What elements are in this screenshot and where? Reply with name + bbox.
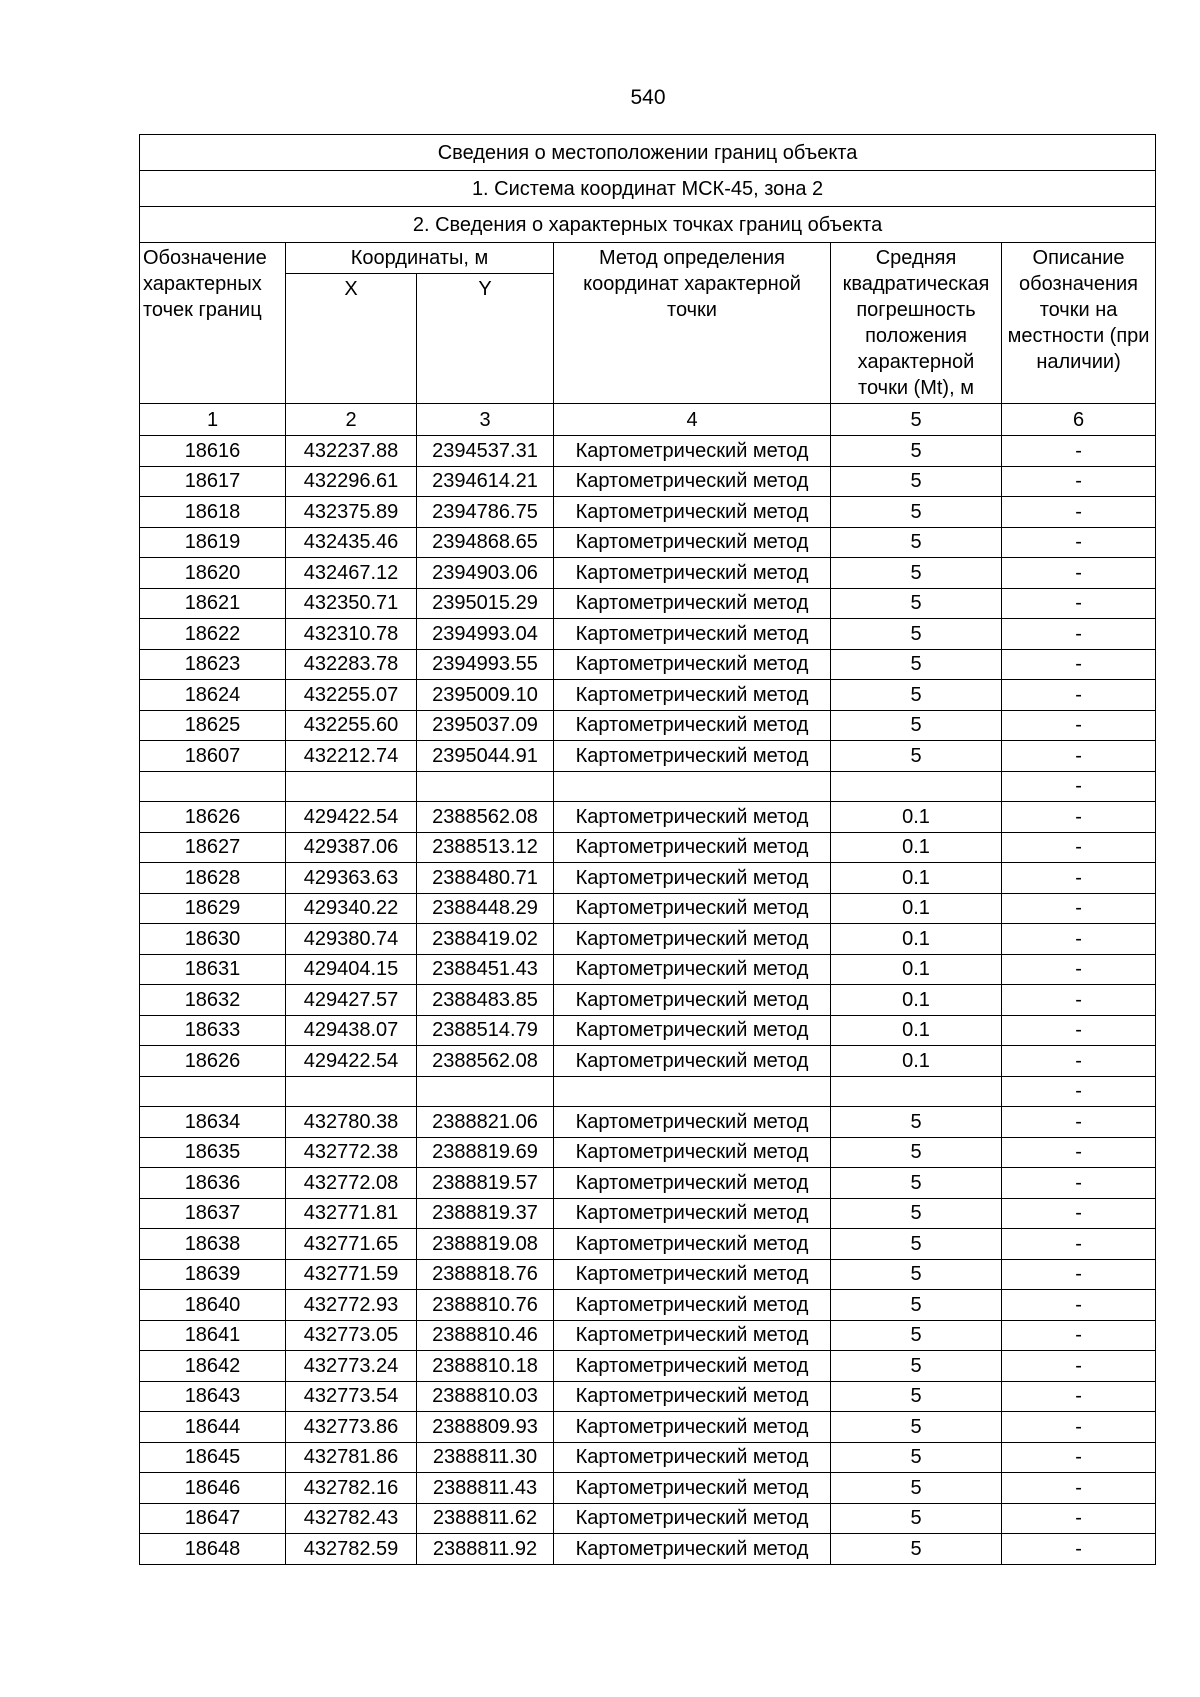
y-coordinate-cell [417, 771, 554, 802]
method-cell: Картометрический метод [554, 954, 831, 985]
point-id-cell: 18644 [140, 1412, 286, 1443]
y-coordinate-cell: 2395044.91 [417, 741, 554, 772]
table-row [140, 680, 1156, 711]
description-cell: - [1002, 1229, 1156, 1260]
section-heading: 2. Сведения о характерных точках границ объекта [140, 207, 1156, 243]
table-row [140, 1198, 1156, 1229]
method-cell: Картометрический метод [554, 1015, 831, 1046]
header-y: Y [417, 274, 554, 404]
y-coordinate-cell: 2388480.71 [417, 863, 554, 894]
table-row [140, 527, 1156, 558]
table-row [140, 1534, 1156, 1565]
coordinate-system: 1. Система координат МСК-45, зона 2 [140, 171, 1156, 207]
method-cell: Картометрический метод [554, 802, 831, 833]
description-cell: - [1002, 1412, 1156, 1443]
point-id-cell: 18638 [140, 1229, 286, 1260]
error-cell: 5 [831, 619, 1002, 650]
y-coordinate-cell [417, 1076, 554, 1107]
table-row [140, 924, 1156, 955]
error-cell: 5 [831, 1137, 1002, 1168]
table-row [140, 1473, 1156, 1504]
description-cell: - [1002, 1046, 1156, 1077]
error-cell: 5 [831, 1259, 1002, 1290]
point-id-cell: 18636 [140, 1168, 286, 1199]
description-cell: - [1002, 1381, 1156, 1412]
description-cell: - [1002, 985, 1156, 1016]
description-cell: - [1002, 680, 1156, 711]
error-cell: 5 [831, 1107, 1002, 1138]
method-cell: Картометрический метод [554, 436, 831, 467]
point-id-cell: 18624 [140, 680, 286, 711]
error-cell: 5 [831, 1290, 1002, 1321]
table-row [140, 1412, 1156, 1443]
table-row [140, 1259, 1156, 1290]
point-id-cell: 18607 [140, 741, 286, 772]
description-cell: - [1002, 924, 1156, 955]
x-coordinate-cell: 432255.60 [286, 710, 417, 741]
error-cell: 5 [831, 558, 1002, 589]
table-row [140, 1503, 1156, 1534]
table-row [140, 771, 1156, 802]
error-cell [831, 1076, 1002, 1107]
method-cell: Картометрический метод [554, 1290, 831, 1321]
error-cell: 5 [831, 436, 1002, 467]
description-cell: - [1002, 802, 1156, 833]
description-cell: - [1002, 1473, 1156, 1504]
x-coordinate-cell: 432782.59 [286, 1534, 417, 1565]
method-cell: Картометрический метод [554, 710, 831, 741]
x-coordinate-cell: 432782.16 [286, 1473, 417, 1504]
table-row [140, 1320, 1156, 1351]
y-coordinate-cell: 2388819.08 [417, 1229, 554, 1260]
method-cell [554, 771, 831, 802]
y-coordinate-cell: 2388810.46 [417, 1320, 554, 1351]
table-row [140, 649, 1156, 680]
method-cell: Картометрический метод [554, 619, 831, 650]
x-coordinate-cell: 429387.06 [286, 832, 417, 863]
point-id-cell: 18641 [140, 1320, 286, 1351]
x-coordinate-cell: 432771.81 [286, 1198, 417, 1229]
y-coordinate-cell: 2388811.62 [417, 1503, 554, 1534]
point-id-cell: 18619 [140, 527, 286, 558]
method-cell: Картометрический метод [554, 680, 831, 711]
table-row [140, 436, 1156, 467]
error-cell: 0.1 [831, 802, 1002, 833]
method-cell: Картометрический метод [554, 1473, 831, 1504]
y-coordinate-cell: 2394537.31 [417, 436, 554, 467]
table-row [140, 863, 1156, 894]
error-cell: 5 [831, 680, 1002, 711]
table-row [140, 985, 1156, 1016]
table-row [140, 1290, 1156, 1321]
table-row [140, 1107, 1156, 1138]
y-coordinate-cell: 2388819.57 [417, 1168, 554, 1199]
y-coordinate-cell: 2388811.92 [417, 1534, 554, 1565]
method-cell: Картометрический метод [554, 924, 831, 955]
error-cell: 0.1 [831, 985, 1002, 1016]
description-cell: - [1002, 436, 1156, 467]
header-coordinates: Координаты, м [286, 243, 554, 274]
x-coordinate-cell: 432283.78 [286, 649, 417, 680]
method-cell: Картометрический метод [554, 1503, 831, 1534]
y-coordinate-cell: 2388513.12 [417, 832, 554, 863]
x-coordinate-cell: 429438.07 [286, 1015, 417, 1046]
error-cell: 5 [831, 1534, 1002, 1565]
y-coordinate-cell: 2394993.55 [417, 649, 554, 680]
point-id-cell: 18630 [140, 924, 286, 955]
description-cell: - [1002, 1290, 1156, 1321]
method-cell: Картометрический метод [554, 893, 831, 924]
description-cell: - [1002, 1351, 1156, 1382]
x-coordinate-cell: 432780.38 [286, 1107, 417, 1138]
table-row [140, 497, 1156, 528]
boundary-points-table [139, 134, 1156, 1565]
method-cell: Картометрический метод [554, 832, 831, 863]
point-id-cell: 18626 [140, 802, 286, 833]
x-coordinate-cell: 432782.43 [286, 1503, 417, 1534]
x-coordinate-cell: 432773.54 [286, 1381, 417, 1412]
error-cell: 0.1 [831, 1015, 1002, 1046]
error-cell: 0.1 [831, 863, 1002, 894]
header-description: Описание обозначения точки на местности (при наличии) [1002, 243, 1156, 404]
error-cell: 5 [831, 1442, 1002, 1473]
table-row [140, 1015, 1156, 1046]
header-error: Средняя квадратическая погрешность положения характерной точки (Mt), м [831, 243, 1002, 404]
description-cell: - [1002, 1076, 1156, 1107]
table-row [140, 1168, 1156, 1199]
point-id-cell: 18616 [140, 436, 286, 467]
x-coordinate-cell: 432773.24 [286, 1351, 417, 1382]
x-coordinate-cell: 432212.74 [286, 741, 417, 772]
error-cell: 5 [831, 741, 1002, 772]
y-coordinate-cell: 2388810.03 [417, 1381, 554, 1412]
table-row [140, 588, 1156, 619]
y-coordinate-cell: 2388451.43 [417, 954, 554, 985]
table-row [140, 1381, 1156, 1412]
y-coordinate-cell: 2388562.08 [417, 1046, 554, 1077]
method-cell: Картометрический метод [554, 1168, 831, 1199]
method-cell: Картометрический метод [554, 1442, 831, 1473]
x-coordinate-cell: 429380.74 [286, 924, 417, 955]
point-id-cell: 18626 [140, 1046, 286, 1077]
method-cell [554, 1076, 831, 1107]
point-id-cell: 18623 [140, 649, 286, 680]
error-cell: 5 [831, 588, 1002, 619]
y-coordinate-cell: 2388811.43 [417, 1473, 554, 1504]
point-id-cell: 18634 [140, 1107, 286, 1138]
error-cell: 5 [831, 710, 1002, 741]
table-title: Сведения о местоположении границ объекта [140, 135, 1156, 171]
point-id-cell: 18631 [140, 954, 286, 985]
method-cell: Картометрический метод [554, 649, 831, 680]
y-coordinate-cell: 2395009.10 [417, 680, 554, 711]
y-coordinate-cell: 2388819.37 [417, 1198, 554, 1229]
column-number: 3 [417, 404, 554, 436]
description-cell: - [1002, 1168, 1156, 1199]
x-coordinate-cell: 429422.54 [286, 1046, 417, 1077]
header-method: Метод определения координат характерной точки [554, 243, 831, 404]
table-row [140, 1137, 1156, 1168]
table-row [140, 1351, 1156, 1382]
x-coordinate-cell: 432773.86 [286, 1412, 417, 1443]
description-cell: - [1002, 497, 1156, 528]
method-cell: Картометрический метод [554, 466, 831, 497]
point-id-cell: 18629 [140, 893, 286, 924]
table-row [140, 558, 1156, 589]
column-number: 1 [140, 404, 286, 436]
method-cell: Картометрический метод [554, 527, 831, 558]
x-coordinate-cell: 432771.65 [286, 1229, 417, 1260]
x-coordinate-cell: 432435.46 [286, 527, 417, 558]
point-id-cell: 18628 [140, 863, 286, 894]
method-cell: Картометрический метод [554, 1046, 831, 1077]
x-coordinate-cell: 429340.22 [286, 893, 417, 924]
y-coordinate-cell: 2394868.65 [417, 527, 554, 558]
method-cell: Картометрический метод [554, 588, 831, 619]
point-id-cell: 18632 [140, 985, 286, 1016]
error-cell [831, 771, 1002, 802]
point-id-cell: 18642 [140, 1351, 286, 1382]
error-cell: 0.1 [831, 832, 1002, 863]
x-coordinate-cell: 432772.08 [286, 1168, 417, 1199]
method-cell: Картометрический метод [554, 497, 831, 528]
error-cell: 5 [831, 1320, 1002, 1351]
method-cell: Картометрический метод [554, 741, 831, 772]
x-coordinate-cell: 432375.89 [286, 497, 417, 528]
point-id-cell: 18622 [140, 619, 286, 650]
table-row [140, 466, 1156, 497]
description-cell: - [1002, 1442, 1156, 1473]
y-coordinate-cell: 2388821.06 [417, 1107, 554, 1138]
table-row [140, 710, 1156, 741]
error-cell: 5 [831, 466, 1002, 497]
method-cell: Картометрический метод [554, 863, 831, 894]
y-coordinate-cell: 2388810.76 [417, 1290, 554, 1321]
column-number: 6 [1002, 404, 1156, 436]
x-coordinate-cell: 432350.71 [286, 588, 417, 619]
point-id-cell: 18633 [140, 1015, 286, 1046]
y-coordinate-cell: 2388562.08 [417, 802, 554, 833]
description-cell: - [1002, 1503, 1156, 1534]
point-id-cell: 18639 [140, 1259, 286, 1290]
point-id-cell: 18648 [140, 1534, 286, 1565]
x-coordinate-cell: 432237.88 [286, 436, 417, 467]
method-cell: Картометрический метод [554, 1259, 831, 1290]
column-number: 4 [554, 404, 831, 436]
x-coordinate-cell [286, 1076, 417, 1107]
description-cell: - [1002, 1137, 1156, 1168]
y-coordinate-cell: 2388514.79 [417, 1015, 554, 1046]
point-id-cell: 18646 [140, 1473, 286, 1504]
error-cell: 0.1 [831, 924, 1002, 955]
point-id-cell [140, 771, 286, 802]
y-coordinate-cell: 2388818.76 [417, 1259, 554, 1290]
table-row [140, 1046, 1156, 1077]
column-number: 5 [831, 404, 1002, 436]
error-cell: 5 [831, 1198, 1002, 1229]
point-id-cell: 18618 [140, 497, 286, 528]
point-id-cell: 18640 [140, 1290, 286, 1321]
point-id-cell: 18645 [140, 1442, 286, 1473]
method-cell: Картометрический метод [554, 1412, 831, 1443]
description-cell: - [1002, 1259, 1156, 1290]
y-coordinate-cell: 2388448.29 [417, 893, 554, 924]
error-cell: 5 [831, 1473, 1002, 1504]
method-cell: Картометрический метод [554, 1107, 831, 1138]
description-cell: - [1002, 832, 1156, 863]
error-cell: 0.1 [831, 893, 1002, 924]
description-cell: - [1002, 863, 1156, 894]
error-cell: 5 [831, 1503, 1002, 1534]
method-cell: Картометрический метод [554, 1381, 831, 1412]
y-coordinate-cell: 2388810.18 [417, 1351, 554, 1382]
description-cell: - [1002, 1534, 1156, 1565]
point-id-cell: 18647 [140, 1503, 286, 1534]
method-cell: Картометрический метод [554, 1137, 831, 1168]
description-cell: - [1002, 1107, 1156, 1138]
page-number: 540 [630, 86, 666, 109]
description-cell: - [1002, 741, 1156, 772]
point-id-cell [140, 1076, 286, 1107]
x-coordinate-cell: 432467.12 [286, 558, 417, 589]
error-cell: 5 [831, 1351, 1002, 1382]
method-cell: Картометрический метод [554, 985, 831, 1016]
y-coordinate-cell: 2395037.09 [417, 710, 554, 741]
error-cell: 5 [831, 497, 1002, 528]
header-x: X [286, 274, 417, 404]
table-row [140, 1229, 1156, 1260]
point-id-cell: 18635 [140, 1137, 286, 1168]
x-coordinate-cell: 429422.54 [286, 802, 417, 833]
y-coordinate-cell: 2395015.29 [417, 588, 554, 619]
point-id-cell: 18621 [140, 588, 286, 619]
x-coordinate-cell [286, 771, 417, 802]
error-cell: 5 [831, 1229, 1002, 1260]
point-id-cell: 18627 [140, 832, 286, 863]
table-row [140, 954, 1156, 985]
error-cell: 5 [831, 1381, 1002, 1412]
x-coordinate-cell: 432296.61 [286, 466, 417, 497]
x-coordinate-cell: 432310.78 [286, 619, 417, 650]
table-row [140, 1076, 1156, 1107]
point-id-cell: 18643 [140, 1381, 286, 1412]
method-cell: Картометрический метод [554, 1198, 831, 1229]
method-cell: Картометрический метод [554, 1320, 831, 1351]
x-coordinate-cell: 432773.05 [286, 1320, 417, 1351]
description-cell: - [1002, 1320, 1156, 1351]
error-cell: 0.1 [831, 1046, 1002, 1077]
y-coordinate-cell: 2388809.93 [417, 1412, 554, 1443]
y-coordinate-cell: 2394993.04 [417, 619, 554, 650]
y-coordinate-cell: 2394786.75 [417, 497, 554, 528]
method-cell: Картометрический метод [554, 1534, 831, 1565]
y-coordinate-cell: 2394614.21 [417, 466, 554, 497]
error-cell: 0.1 [831, 954, 1002, 985]
point-id-cell: 18617 [140, 466, 286, 497]
point-id-cell: 18620 [140, 558, 286, 589]
description-cell: - [1002, 527, 1156, 558]
description-cell: - [1002, 588, 1156, 619]
table-row [140, 802, 1156, 833]
description-cell: - [1002, 466, 1156, 497]
description-cell: - [1002, 649, 1156, 680]
header-point-designation: Обозначение характерных точек границ [140, 243, 286, 404]
table-row [140, 832, 1156, 863]
column-number: 2 [286, 404, 417, 436]
y-coordinate-cell: 2388819.69 [417, 1137, 554, 1168]
error-cell: 5 [831, 1168, 1002, 1199]
x-coordinate-cell: 429363.63 [286, 863, 417, 894]
point-id-cell: 18625 [140, 710, 286, 741]
table-row [140, 893, 1156, 924]
error-cell: 5 [831, 649, 1002, 680]
table-row [140, 741, 1156, 772]
table-row [140, 619, 1156, 650]
x-coordinate-cell: 432772.93 [286, 1290, 417, 1321]
error-cell: 5 [831, 1412, 1002, 1443]
y-coordinate-cell: 2388811.30 [417, 1442, 554, 1473]
method-cell: Картометрический метод [554, 1229, 831, 1260]
description-cell: - [1002, 558, 1156, 589]
y-coordinate-cell: 2394903.06 [417, 558, 554, 589]
description-cell: - [1002, 1015, 1156, 1046]
description-cell: - [1002, 954, 1156, 985]
y-coordinate-cell: 2388483.85 [417, 985, 554, 1016]
description-cell: - [1002, 893, 1156, 924]
x-coordinate-cell: 432772.38 [286, 1137, 417, 1168]
description-cell: - [1002, 771, 1156, 802]
description-cell: - [1002, 619, 1156, 650]
x-coordinate-cell: 432771.59 [286, 1259, 417, 1290]
table-row [140, 1442, 1156, 1473]
point-id-cell: 18637 [140, 1198, 286, 1229]
description-cell: - [1002, 1198, 1156, 1229]
description-cell: - [1002, 710, 1156, 741]
y-coordinate-cell: 2388419.02 [417, 924, 554, 955]
x-coordinate-cell: 429427.57 [286, 985, 417, 1016]
x-coordinate-cell: 432781.86 [286, 1442, 417, 1473]
method-cell: Картометрический метод [554, 1351, 831, 1382]
x-coordinate-cell: 429404.15 [286, 954, 417, 985]
error-cell: 5 [831, 527, 1002, 558]
method-cell: Картометрический метод [554, 558, 831, 589]
x-coordinate-cell: 432255.07 [286, 680, 417, 711]
